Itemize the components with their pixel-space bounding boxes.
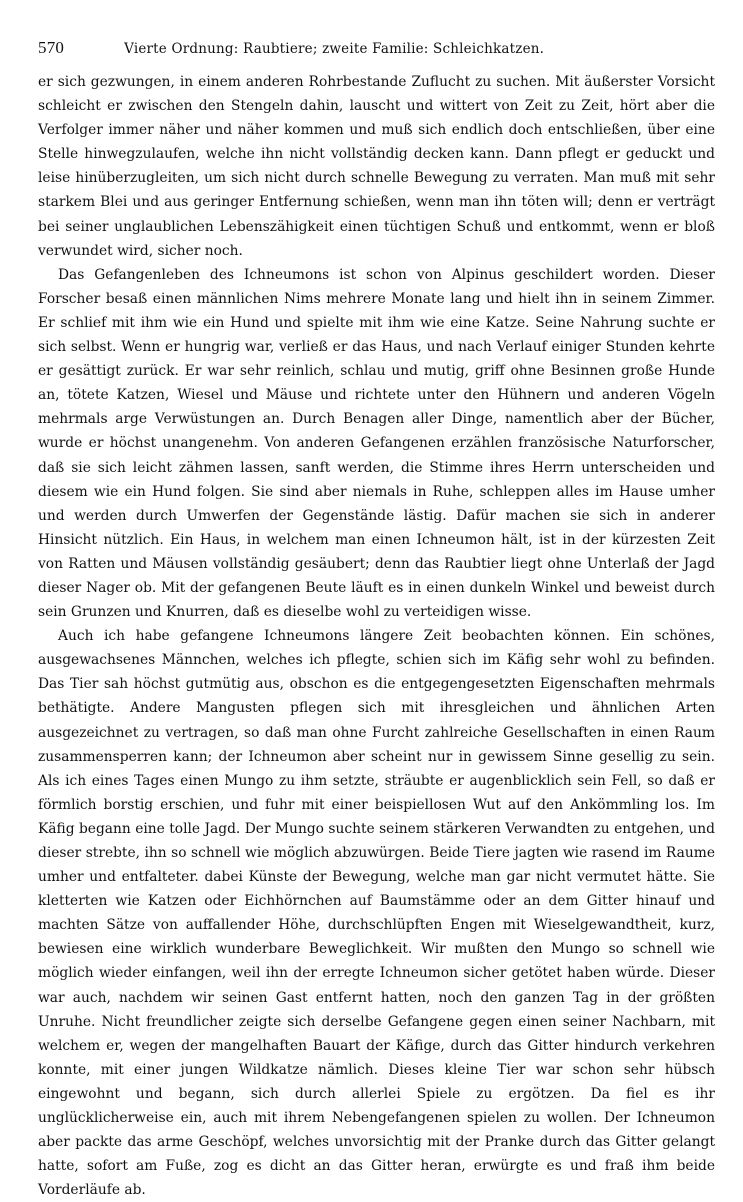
paragraph-continuation: er sich gezwungen, in einem anderen Rohrbestande Zuflucht zu suchen. Mit äußerster Vorsicht schleicht er zwischen den Stengeln dahin, lauscht und wittert von Zeit zu Zeit, hört aber die Verfolger immer näher und näher kommen und muß sich endlich doch entschließen, über eine Stelle hinwegzulaufen, welche ihn nicht vollständig decken kann. Dann pflegt er geduckt und leise hinüberzugleiten, um sich nicht durch schnelle Bewegung zu verraten. Man muß mit sehr starkem Blei und aus geringer Entfernung schießen, wenn man ihn töten will; denn er verträgt bei seiner unglaublichen Lebenszähigkeit einen tüchtigen Schuß und entkommt, wenn er bloß verwundet wird, sicher noch.: [38, 74, 715, 259]
body-text: [38, 70, 715, 1202]
page-header: [38, 38, 715, 58]
paragraph-observations: Auch ich habe gefangene Ichneumons längere Zeit beobachten können. Ein schönes, ausgewachsenes Männchen, welches ich pflegte, schien sich im Käfig sehr wohl zu befinden. Das Tier sah höchst gutmütig aus, obschon es die entgegengesetzten Eigenschaften mehrmals bethätigte. Andere Mangusten pflegen sich mit ihresgleichen und ähnlichen Arten ausgezeichnet zu vertragen, so daß man ohne Furcht zahlreiche Gesellschaften in einen Raum zusammensperren kann; der Ichneumon aber scheint nur in gewissem Sinne gesellig zu sein. Als ich eines Tages einen Mungo zu ihm setzte, sträubte er augenblicklich sein Fell, so daß er förmlich borstig erschien, und fuhr mit einer beispiellosen Wut auf den Ankömmling los. Im Käfig begann eine tolle Jagd. Der Mungo suchte seinem stärkeren Verwandten zu entgehen, und dieser strebte, ihn so schnell wie möglich abzuwürgen. Beide Tiere jagten wie rasend im Raume umher und entfalteter. dabei Künste der Bewegung, welche man gar nicht vermutet hätte. Sie kletterten wie Katzen oder Eichhörnchen auf Baumstämme oder an dem Gitter hinauf und machten Sätze von auffallender Höhe, durchschlüpften Engen mit Wieselgewandtheit, kurz, bewiesen eine wirklich wunderbare Beweglichkeit. Wir mußten den Mungo so schnell wie möglich wieder einfangen, weil ihn der erregte Ichneumon sicher getötet haben würde. Dieser war auch, nachdem wir seinen Gast entfernt hatten, noch den ganzen Tag in der größten Unruhe. Nicht freundlicher zeigte sich derselbe Gefangene gegen einen seiner Nachbarn, mit welchem er, wegen der mangelhaften Bauart der Käfige, durch das Gitter hindurch verkehren konnte, mit einer jungen Wildkatze nämlich. Dieses kleine Tier war schon sehr hübsch eingewohnt und begann, sich durch allerlei Spiele zu ergötzen. Da fiel es ihr unglücklicherweise ein, auch mit ihrem Nebengefangenen spielen zu wollen. Der Ichneumon aber packte das arme Geschöpf, welches unvorsichtig mit der Pranke durch das Gitter gelangt hatte, sofort am Fuße, zog es dicht an das Gitter heran, erwürgte es und fraß ihm beide Vorderläufe ab.: [38, 628, 715, 1199]
running-head: Vierte Ordnung: Raubtiere; zweite Familie: Schleichkatzen.: [124, 41, 545, 57]
page-number: 570: [38, 38, 65, 57]
paragraph-captivity: Das Gefangenleben des Ichneumons ist schon von Alpinus geschildert worden. Dieser Forscher besaß einen männlichen Nims mehrere Monate lang und hielt ihn in seinem Zimmer. Er schlief mit ihm wie ein Hund und spielte mit ihm wie eine Katze. Seine Nahrung suchte er sich selbst. Wenn er hungrig war, verließ er das Haus, und nach Verlauf einiger Stunden kehrte er gesättigt zurück. Er war sehr reinlich, schlau und mutig, griff ohne Besinnen große Hunde an, tötete Katzen, Wiesel und Mäuse und richtete unter den Hühnern und anderen Vögeln mehrmals arge Verwüstungen an. Durch Benagen aller Dinge, namentlich aber der Bücher, wurde er höchst unangenehm. Von anderen Gefangenen erzählen französische Naturforscher, daß sie sich leicht zähmen lassen, sanft werden, die Stimme ihres Herrn unterscheiden und diesem wie ein Hund folgen. Sie sind aber niemals in Ruhe, schleppen alles im Hause umher und werden durch Umwerfen der Gegenstände lästig. Dafür machen sie sich in anderer Hinsicht nützlich. Ein Haus, in welchem man einen Ichneumon hält, ist in der kürzesten Zeit von Ratten und Mäusen vollständig gesäubert; denn das Raubtier liegt ohne Unterlaß der Jagd dieser Nager ob. Mit der gefangenen Beute läuft es in einen dunkeln Winkel und beweist durch sein Grunzen und Knurren, daß es dieselbe wohl zu verteidigen wisse.: [38, 266, 715, 621]
